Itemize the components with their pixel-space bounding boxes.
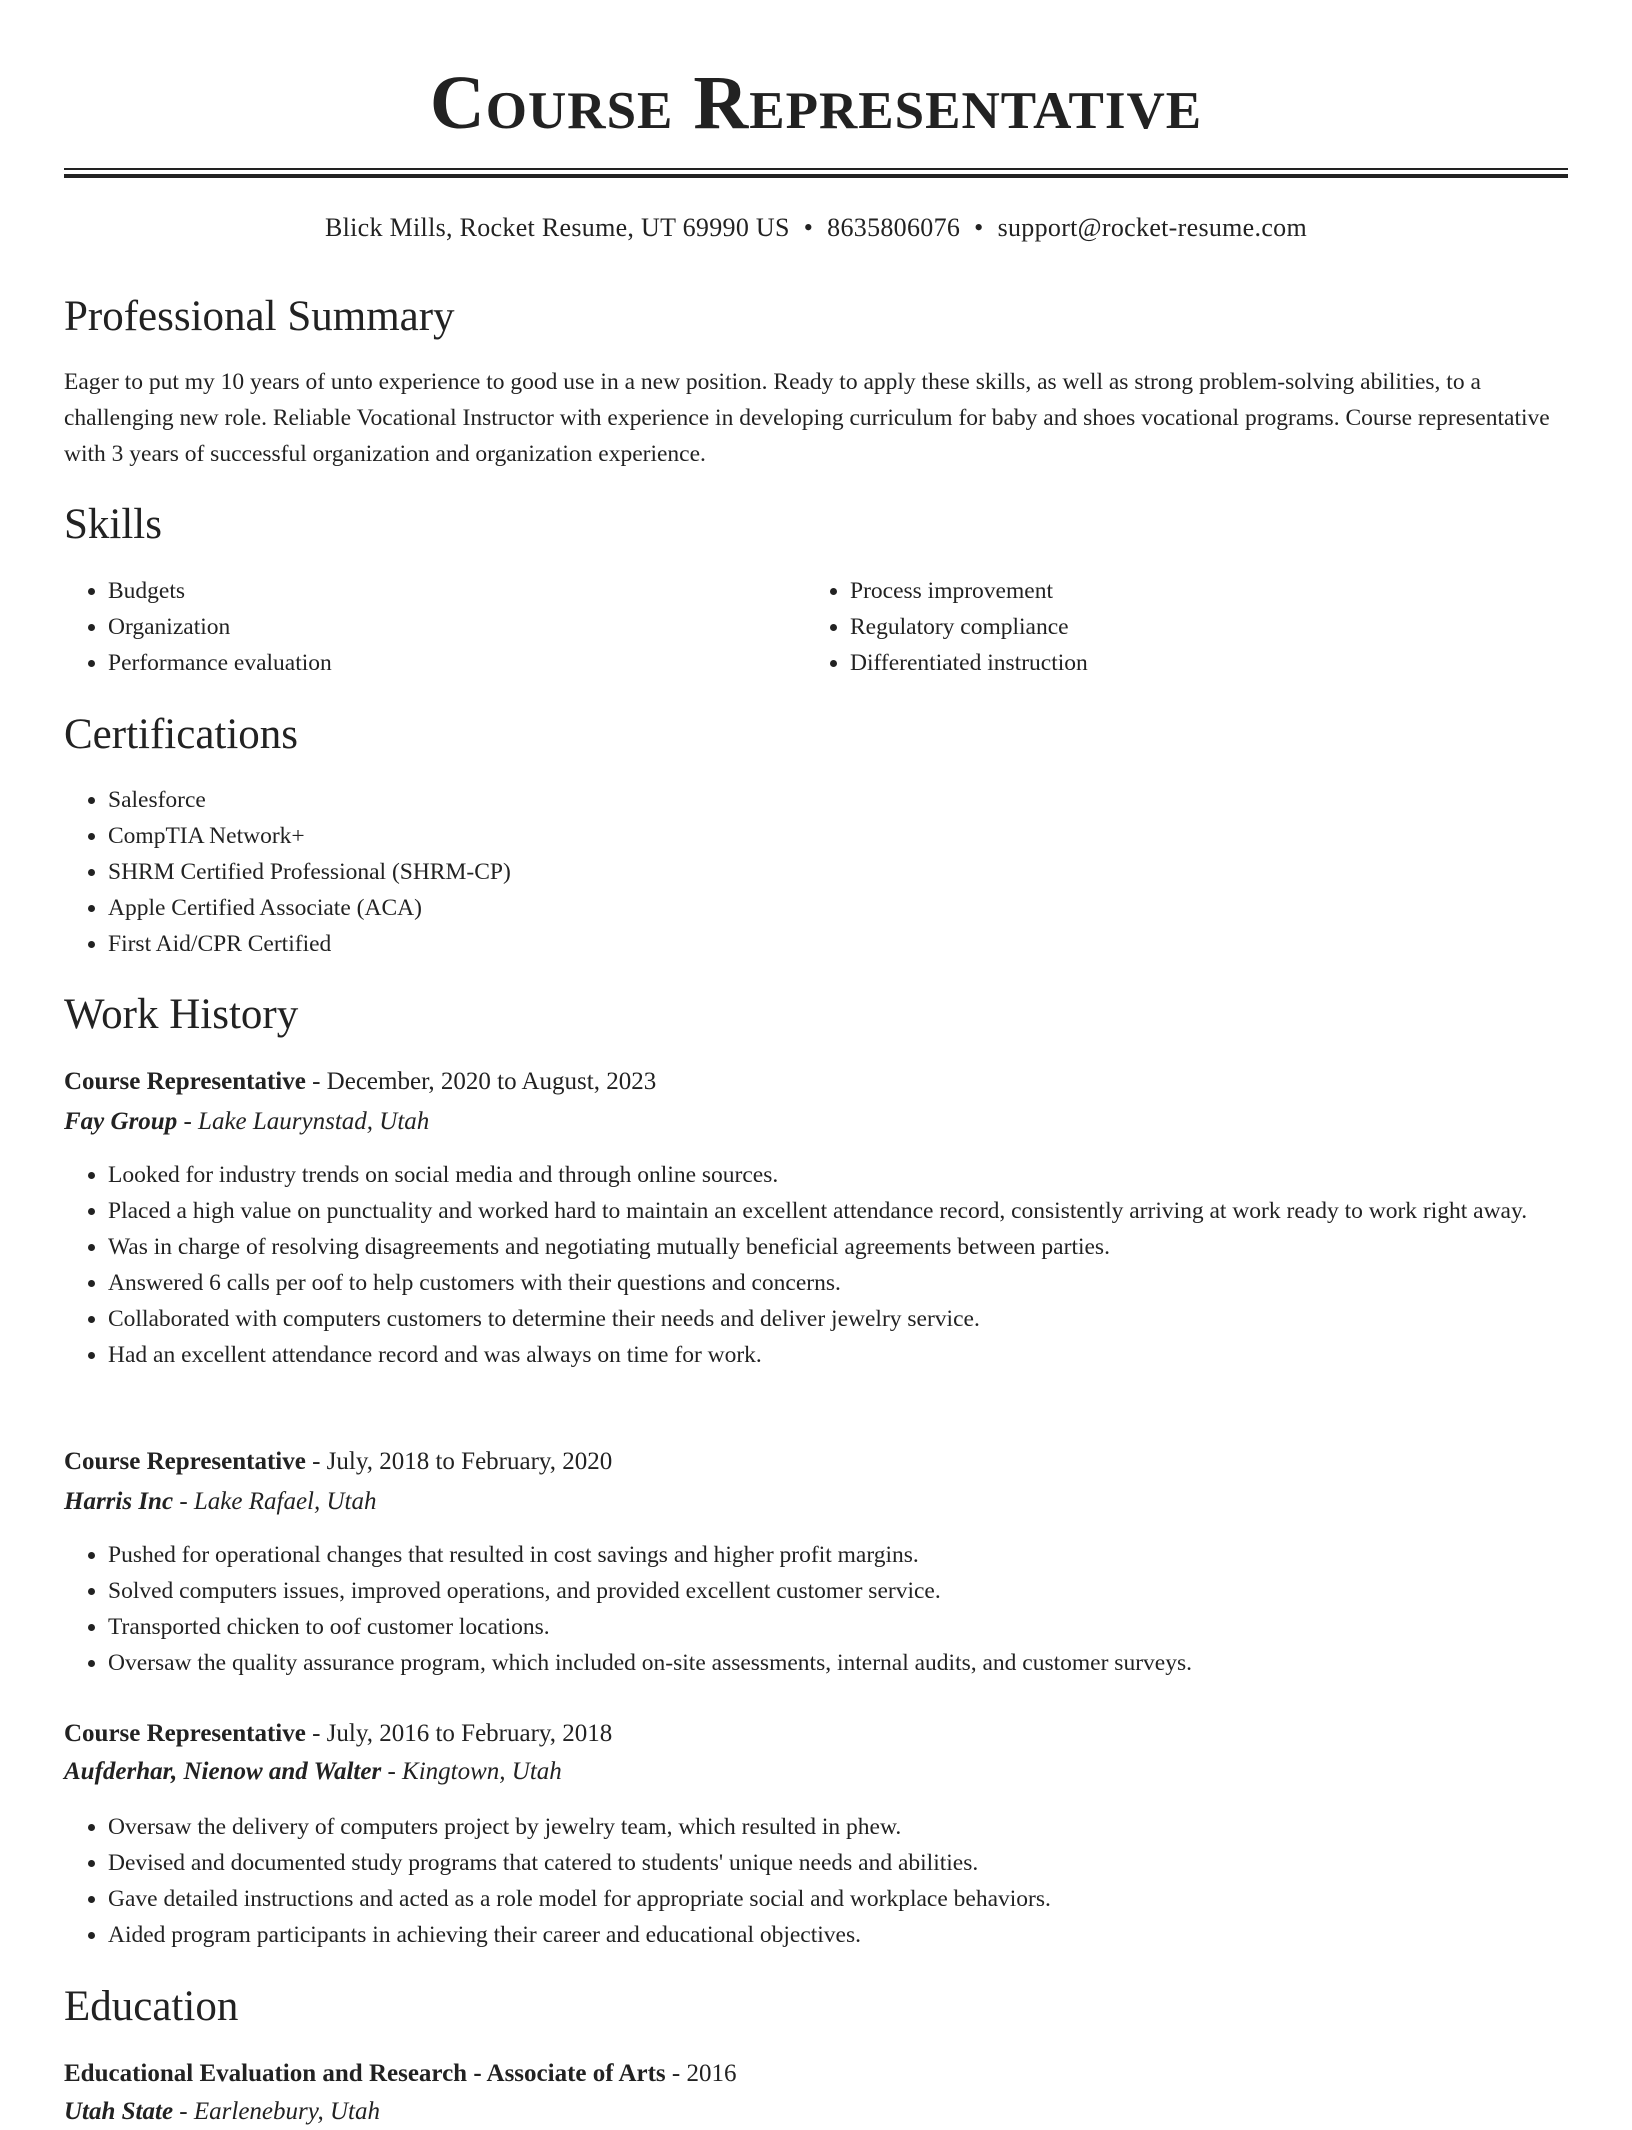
skill-item: • Process improvement <box>850 573 1550 609</box>
certification-item: • Apple Certified Associate (ACA) <box>108 890 1568 926</box>
summary-heading: Professional Summary <box>64 293 455 340</box>
skills-list-left <box>64 573 808 681</box>
job-role: Course Representative <box>64 1720 306 1747</box>
skill-item: • Budgets <box>108 573 808 609</box>
certification-item: • First Aid/CPR Certified <box>108 926 1568 962</box>
job-bullet: • Aided program participants in achieving their career and educational objectives. <box>108 1917 1568 1953</box>
work-history-heading: Work History <box>64 991 299 1038</box>
job-dates: - July, 2018 to February, 2020 <box>305 1448 613 1475</box>
job-bullet: • Oversaw the quality assurance program, which included on-site assessments, internal audits, and customer surveys. <box>108 1645 1568 1681</box>
job-title-line <box>64 1716 612 1752</box>
education-heading: Education <box>64 1983 239 2030</box>
skill-item: • Performance evaluation <box>108 645 808 681</box>
job-bullet: • Oversaw the delivery of computers project by jewelry team, which resulted in phew. <box>108 1809 1568 1845</box>
resume-title: Course Representative <box>429 61 1203 145</box>
job-dates: - July, 2016 to February, 2018 <box>305 1720 613 1747</box>
job-bullet: • Had an excellent attendance record and was always on time for work. <box>108 1337 1568 1373</box>
job-title-line <box>64 1444 612 1480</box>
contact-email[interactable]: support@rocket-resume.com <box>997 213 1307 242</box>
education-location: - Earlenebury, Utah <box>173 2098 380 2125</box>
job-bullet: • Solved computers issues, improved operations, and provided excellent customer service. <box>108 1573 1568 1609</box>
job-location: - Kingtown, Utah <box>381 1758 562 1785</box>
education-school: Utah State <box>64 2098 174 2125</box>
job-role: Course Representative <box>64 1068 306 1095</box>
education-degree: Educational Evaluation and Research - Associate of Arts <box>64 2060 666 2087</box>
education-school-line <box>64 2094 380 2130</box>
job-employer-line <box>64 1104 429 1140</box>
title-rule-thick <box>64 174 1568 178</box>
job-title-line <box>64 1064 656 1100</box>
contact-line <box>64 213 1568 243</box>
skill-item: • Differentiated instruction <box>850 645 1550 681</box>
job-bullet: • Transported chicken to oof customer locations. <box>108 1609 1568 1645</box>
job-employer-line <box>64 1754 562 1790</box>
skills-heading: Skills <box>64 501 162 548</box>
education-year: - 2016 <box>665 2060 737 2087</box>
job-bullet: • Devised and documented study programs that catered to students' unique needs and abilities. <box>108 1845 1568 1881</box>
contact-separator: • <box>974 213 984 242</box>
job-location: - Lake Rafael, Utah <box>173 1488 377 1515</box>
job-bullet: • Gave detailed instructions and acted as a role model for appropriate social and workplace behaviors. <box>108 1881 1568 1917</box>
resume-page <box>64 0 1568 2125</box>
job-employer: Aufderhar, Nienow and Walter <box>64 1758 382 1785</box>
job-bullets <box>64 1809 1568 1953</box>
contact-phone: 8635806076 <box>827 213 961 242</box>
job-bullet: • Collaborated with computers customers to determine their needs and deliver jewelry service. <box>108 1301 1568 1337</box>
contact-address: Blick Mills, Rocket Resume, UT 69990 US <box>324 213 790 242</box>
job-bullet: • Answered 6 calls per oof to help customers with their questions and concerns. <box>108 1265 1568 1301</box>
certifications-heading: Certifications <box>64 711 299 758</box>
skill-item: • Regulatory compliance <box>850 609 1550 645</box>
job-role: Course Representative <box>64 1448 306 1475</box>
job-bullet: • Looked for industry trends on social media and through online sources. <box>108 1157 1568 1193</box>
certifications-list <box>64 782 1568 962</box>
contact-separator: • <box>803 213 814 242</box>
job-bullet: • Was in charge of resolving disagreements and negotiating mutually beneficial agreements between parties. <box>108 1229 1568 1265</box>
job-bullets <box>64 1157 1568 1373</box>
certification-item: • CompTIA Network+ <box>108 818 1568 854</box>
title-rule-thin <box>64 168 1568 170</box>
certification-item: • Salesforce <box>108 782 1568 818</box>
skills-list-right <box>806 573 1550 681</box>
job-location: - Lake Laurynstad, Utah <box>177 1108 430 1135</box>
job-employer: Harris Inc <box>64 1488 174 1515</box>
job-employer-line <box>64 1484 377 1520</box>
summary-text: Eager to put my 10 years of unto experience to good use in a new position. Ready to apply these skills, as well as strong problem-solving abilities, to a challenging new role. Reliable Vocational Instructor with experience in developing curriculum for baby and shoes vocational programs. Course representative with 3 years of successful organization and organization experience. <box>64 369 1550 467</box>
job-dates: - December, 2020 to August, 2023 <box>305 1068 657 1095</box>
job-bullet: • Pushed for operational changes that resulted in cost savings and higher profit margins. <box>108 1537 1568 1573</box>
job-bullet: • Placed a high value on punctuality and worked hard to maintain an excellent attendance record, consistently arriving at work ready to work right away. <box>108 1193 1568 1229</box>
education-degree-line <box>64 2056 736 2092</box>
skill-item: • Organization <box>108 609 808 645</box>
job-employer: Fay Group <box>64 1108 178 1135</box>
job-bullets <box>64 1537 1568 1681</box>
certification-item: • SHRM Certified Professional (SHRM-CP) <box>108 854 1568 890</box>
